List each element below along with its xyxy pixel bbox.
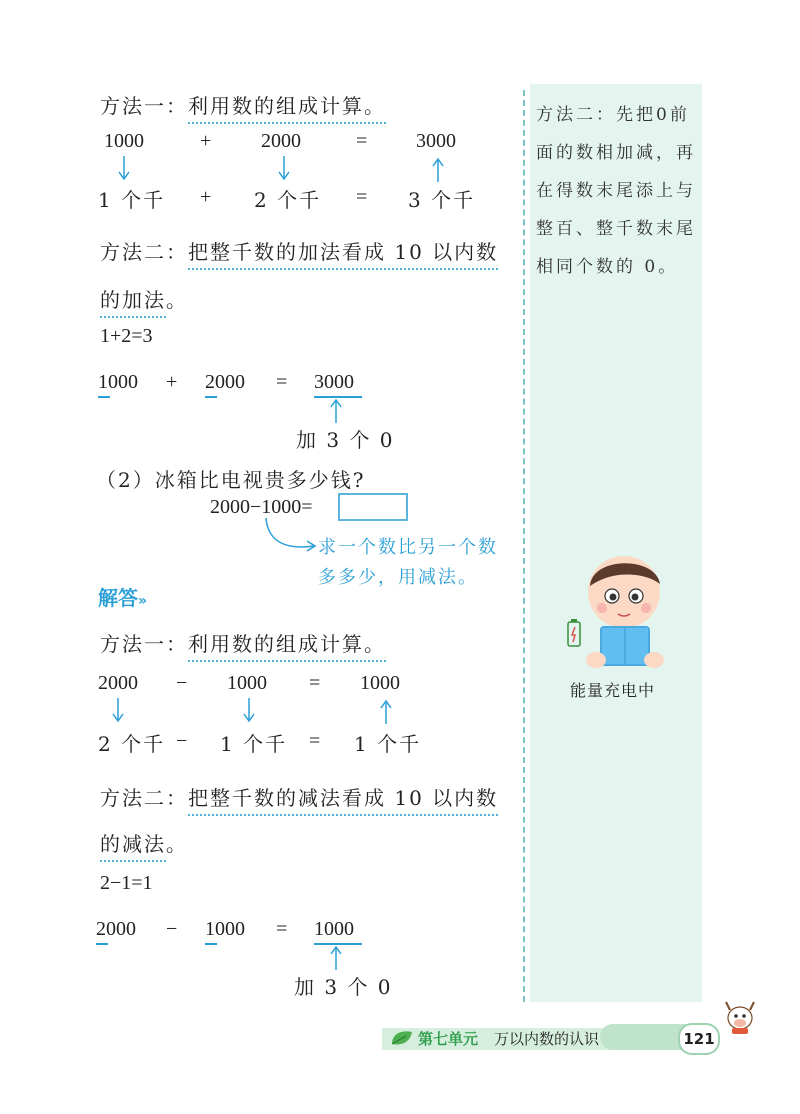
eq5-op: − — [176, 730, 188, 752]
tip-line2: 多多少，用减法。 — [318, 567, 478, 588]
eq4-op: − — [176, 672, 188, 694]
eq6-c: 1000 — [314, 918, 354, 940]
eq6-eq: = — [276, 918, 288, 940]
question-2-equation: 2000−1000= — [210, 496, 313, 518]
eq4-eq: = — [309, 672, 321, 694]
child-reading-illustration — [572, 548, 676, 678]
underline-mark — [96, 943, 108, 945]
page-number: 121 — [678, 1023, 720, 1055]
sidebar-divider — [523, 90, 525, 1002]
eq1-b: 2000 — [261, 130, 301, 152]
tip-line1: 求一个数比另一个数 — [318, 537, 498, 558]
eq2-op: + — [200, 186, 212, 208]
arrow-up-icon — [328, 397, 344, 423]
eq5-b: 1 个千 — [220, 732, 288, 756]
method1-heading: 方法一：利用数的组成计算。 — [100, 90, 386, 119]
method2-line2-2: 的减法。 — [100, 828, 188, 857]
method1-heading-2: 方法一：利用数的组成计算。 — [100, 628, 386, 657]
arrow-up-icon — [430, 156, 446, 182]
eq1-eq: = — [356, 130, 368, 152]
simple-equation: 1+2=3 — [100, 325, 153, 347]
underline-mark — [98, 396, 110, 398]
eq3-a: 1000 — [98, 371, 138, 393]
sidebar-tip-text: 方法二：先把0前面的数相加减，再在得数末尾添上与整百、整千数末尾相同个数的 0。 — [536, 105, 696, 277]
footer-title: 万以内数的认识 — [494, 1030, 600, 1048]
eq2-eq: = — [356, 186, 368, 208]
eq3-eq: = — [276, 371, 288, 393]
eq1-c: 3000 — [416, 130, 456, 152]
eq4-a: 2000 — [98, 672, 138, 694]
footer-unit: 第七单元 — [418, 1030, 479, 1048]
simple-equation-2: 2−1=1 — [100, 872, 153, 894]
battery-icon — [566, 618, 582, 648]
eq5-c: 1 个千 — [354, 732, 422, 756]
answer-box[interactable] — [338, 493, 408, 521]
arrow-down-icon — [241, 698, 257, 724]
leaf-icon — [390, 1028, 414, 1048]
cow-mascot-icon — [722, 996, 758, 1036]
eq1-a: 1000 — [104, 130, 144, 152]
add-zeros-note-2: 加 3 个 0 — [294, 975, 393, 999]
answer-label: 解答» — [98, 586, 148, 610]
eq6-b: 1000 — [205, 918, 245, 940]
question-2: （2）冰箱比电视贵多少钱? — [96, 468, 366, 492]
curved-arrow-icon — [262, 516, 322, 556]
method2-line2: 的加法。 — [100, 284, 188, 313]
eq6-a: 2000 — [96, 918, 136, 940]
eq3-b: 2000 — [205, 371, 245, 393]
underline-mark — [205, 943, 217, 945]
arrow-down-icon — [116, 156, 132, 182]
eq2-b: 2 个千 — [254, 188, 322, 212]
arrow-down-icon — [276, 156, 292, 182]
method2-line1-2: 方法二：把整千数的减法看成 10 以内数 — [100, 782, 498, 811]
eq3-c: 3000 — [314, 371, 354, 393]
arrow-down-icon — [110, 698, 126, 724]
eq4-b: 1000 — [227, 672, 267, 694]
sidebar-caption: 能量充电中 — [570, 681, 656, 700]
eq6-op: − — [166, 918, 178, 940]
add-zeros-note: 加 3 个 0 — [296, 428, 395, 452]
arrow-up-icon — [378, 698, 394, 724]
eq1-op: + — [200, 130, 212, 152]
arrow-up-icon — [328, 944, 344, 970]
method2-line1: 方法二：把整千数的加法看成 10 以内数 — [100, 236, 498, 265]
eq3-op: + — [166, 371, 178, 393]
underline-mark — [205, 396, 217, 398]
eq5-a: 2 个千 — [98, 732, 166, 756]
eq4-c: 1000 — [360, 672, 400, 694]
eq2-a: 1 个千 — [98, 188, 166, 212]
eq2-c: 3 个千 — [408, 188, 476, 212]
eq5-eq: = — [309, 730, 321, 752]
